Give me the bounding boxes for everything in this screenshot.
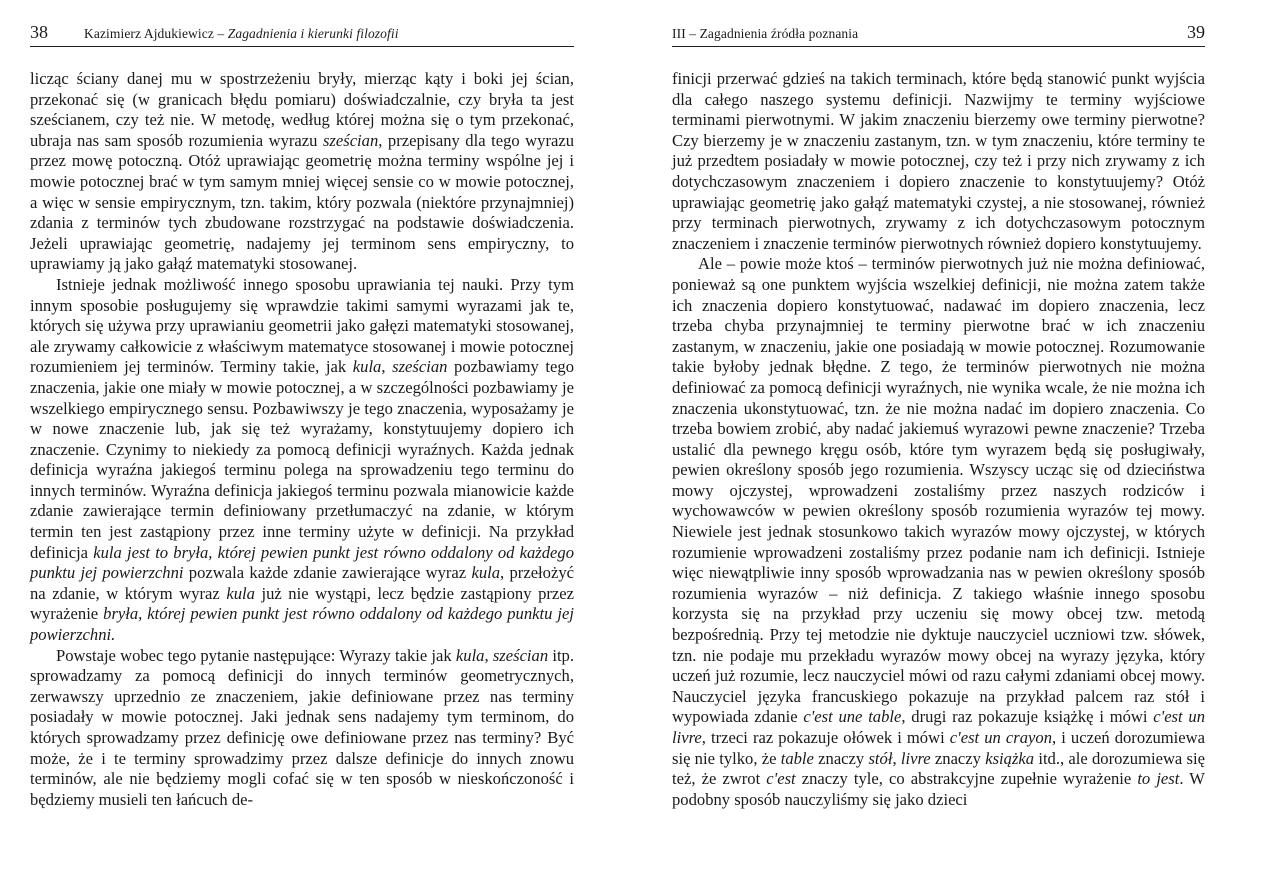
italic-term: stół — [868, 748, 893, 768]
right-page — [632, 0, 1263, 893]
italic-term: c'est une table — [803, 707, 902, 727]
page-number-right: 39 — [1187, 22, 1205, 42]
italic-term: livre — [900, 748, 931, 768]
italic-term: kula — [455, 645, 485, 665]
running-head-left — [84, 26, 399, 42]
left-page-header — [30, 22, 574, 47]
running-head-book-title: Zagadnienia i kierunki filozofii — [227, 26, 399, 41]
running-head-right: III – Zagadnienia źródła poznania — [672, 26, 859, 41]
italic-term: to jest — [1137, 769, 1180, 789]
italic-term: c'est un livre — [672, 707, 1205, 747]
italic-term: kula — [226, 583, 255, 603]
running-head-author: Kazimierz Ajdukiewicz – — [84, 26, 228, 41]
paragraph: finicji przerwać gdzieś na takich terminach, które będą stanowić punkt wyjścia dla całego naszego systemu definicji. Nazwijmy te terminy wyjściowe terminami pierwotnymi. W jakim znaczeniu bierzemy owe terminy pierwotne? Czy bierzemy je w znaczeniu zastanym, tzn. w tym znaczeniu, które terminy te już przedtem posiadały w mowie potocznej, czy też i przy nich zrywamy z ich dotychczasowym znaczeniem i dopiero znaczenie to konstytuujemy? Otóż uprawiając geometrię jako gałąź matematyki czystej, a nie stosowanej, również przy terminach pierwotnych, zrywamy z ich dotychczasowym potocznym znaczeniem i znaczenie terminów pierwotnych również dopiero konstytuujemy. — [672, 69, 1205, 253]
paragraph: Istnieje jednak możliwość innego sposobu uprawiania tej nauki. Przy tym innym sposobie posługujemy się wprawdzie takimi samymi wyrazami jak te, których się używa przy uprawianiu geometrii jako gałęzi matematyki stosowanej, ale zrywamy całkowicie z właściwym matematyce stosowanej i mowie potocznej rozumieniem jej terminów. Terminy takie, jak kula, sześcian pozbawiamy tego znaczenia, jakie one miały w mowie potocznej, a w szczególności pozbawiamy je wszelkiego empirycznego sensu. Pozbawiwszy je tego znaczenia, wyposażamy je w nowe znaczenie lub, jak się też wyrażamy, konstytuujemy dopiero ich znaczenie. Czynimy to niekiedy za pomocą definicji wyraźnych. Każda jednak definicja wyraźna jakiegoś terminu polega na sprowadzeniu tego terminu do innych terminów. Wyraźna definicja jakiegoś terminu pozwala mianowicie każde zdanie zawierające termin definiowany przetłumaczyć na zdanie, w którym termin ten jest zastąpiony przez inne terminy użyte w definicji. Na przykład definicja kula jest to bryła, której pewien punkt jest równo oddalony od każdego punktu jej powierzchni pozwala każde zdanie zawierające wyraz kula, przełożyć na zdanie, w którym wyraz kula już nie wystąpi, lecz będzie zastąpiony przez wyrażenie bryła, której pewien punkt jest równo oddalony od każdego punktu jej powierzchni. — [30, 274, 575, 645]
italic-term: kula — [471, 563, 501, 583]
italic-term: c'est un crayon — [949, 728, 1052, 747]
italic-term: c'est — [766, 769, 796, 789]
italic-term: bryła, której pewien punkt jest równo oddalony od każdego punktu jej powierzchni. — [30, 604, 574, 645]
page-number-left: 38 — [30, 22, 48, 42]
italic-term: sześcian — [392, 357, 448, 377]
italic-term: kula jest to bryła, której pewien punkt jest równo oddalony od każdego punktu jej powierzchni — [30, 542, 574, 583]
right-page-header — [672, 22, 1205, 47]
italic-term: sześcian — [322, 130, 379, 150]
paragraph: licząc ściany danej mu w spostrzeżeniu bryły, mierząc kąty i boki jej ścian, przekonać się (w granicach błędu pomiaru) doświadczalnie, czy bryła ta jest sześcianem, czy też nie. W metodę, według której można się o tym przekonać, ubraja nas sam sposób rozumienia wyrazu sześcian, przepisany dla tego wyrazu przez mowę potoczną. Otóż uprawiając geometrię można terminy wspólne jej i mowie potocznej brać w tym samym mniej więcej sensie co w mowie potocznej, a więc w sensie empirycznym, tzn. takim, który pozwala (niektóre przynajmniej) zdania z terminów tych zbudowane rozstrzygać na podstawie doświadczenia. Jeżeli uprawiając geometrię, nadajemy jej terminom sens empiryczny, to uprawiamy ją jako gałąź matematyki stosowanej. — [30, 69, 575, 274]
left-page-body — [30, 69, 574, 810]
italic-term: kula — [352, 357, 382, 377]
paragraph: Ale – powie może ktoś – terminów pierwotnych już nie można definiować, ponieważ są one punktem wyjścia wszelkiej definicji, nie można zatem także ich znaczenia dopiero konstytuować, nadawać im dopiero znaczenia, lecz trzeba chyba przynajmniej te terminy pierwotne brać w ich znaczeniu zastanym, w znaczeniu, jakie one posiadają w mowie potocznej. Rozumowanie takie byłoby jednak błędne. Z tego, że terminów pierwotnych nie można definiować za pomocą definicji wyraźnych, nie wynika wcale, że nie można ich znaczenia ukonstytuować, tzn. że nie można nadać im dopiero znaczenia. Co trzeba bowiem zrobić, aby nadać jakiemuś wyrazowi pewne znaczenie? Trzeba ustalić dla pewnego kręgu osób, które tym wyrazem będą się posługiwały, pewien określony sposób jego rozumienia. Wszyscy ucząc się od dzieciństwa mowy ojczystej, wprowadzeni zostaliśmy przez naszych rodziców i wychowawców w pewien określony sposób rozumienia wyrazów tej mowy. Niewiele jest jednak stosunkowo takich wyrazów mowy ojczystej, w których rozumienie wprowadzeni zostaliśmy przez podanie nam ich definicji. Istnieje więc niewątpliwie inny sposób wprowadzania nas w pewien określony sposób rozumienia wyrazów – niż definicja. Z takiego właśnie innego sposobu korzysta się na przykład przy uczeniu się mowy obcej tzw. metodą bezpośrednią. Przy tej metodzie nie dyktuje nauczyciel uczniowi tzw. słówek, tzn. nie podaje mu przekładu wyrazów mowy obcej na wyrazy języka, który uczeń już rozumie, lecz nauczyciel mówi od razu całymi zdaniami obcej mowy. Nauczyciel języka francuskiego pokazuje na przykład palcem raz stół i wypowiada zdanie c'est une table, drugi raz pokazuje książkę i mówi c'est un livre, trzeci raz pokazuje ołówek i mówi c'est un crayon, i uczeń dorozumiewa się nie tylko, że table znaczy stół, livre znaczy książka itd., ale dorozumiewa się też, że zwrot c'est znaczy tyle, co abstrakcyjne zupełnie wyrażenie to jest. W podobny sposób nauczyliśmy się jako dzieci — [672, 254, 1206, 809]
right-page-body — [672, 69, 1205, 810]
paragraph: Powstaje wobec tego pytanie następujące: Wyrazy takie jak kula, sześcian itp. sprowadzamy za pomocą definicji do innych terminów geometrycznych, zerwawszy uprzednio ze znaczeniem, jakie definiowane przez nas terminy posiadały w mowie potocznej. Jaki jednak sens nadajemy tym terminom, do których sprowadzamy przez definicję owe definiowane przez nas terminy? Być może, że i te terminy sprowadzimy przez dalsze definicje do innych znowu terminów, ale nie będziemy mogli cofać się w ten sposób w nieskończoność i będziemy musieli ten łańcuch de- — [30, 645, 574, 809]
italic-term: table — [780, 748, 814, 768]
italic-term: książka — [985, 748, 1035, 768]
italic-term: sześcian — [492, 645, 549, 665]
